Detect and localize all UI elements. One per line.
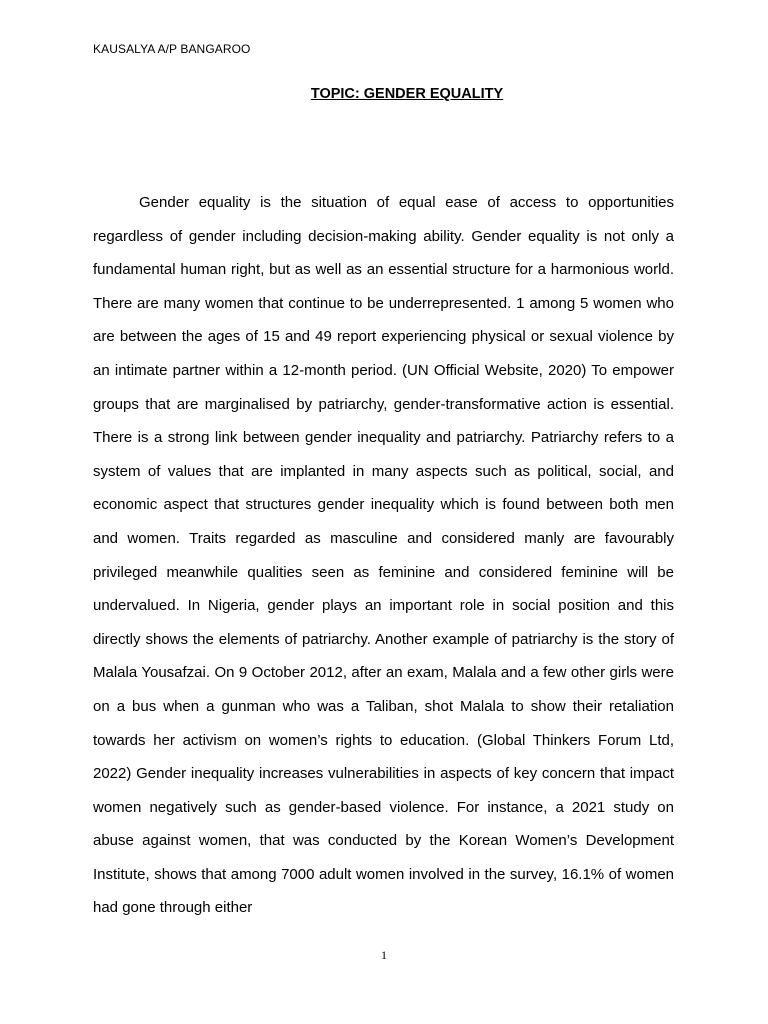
body-paragraph: Gender equality is the situation of equal ease of access to opportunities regardless of gender including decision-making ability. Gender equality is not only a fundamental human right, but as well as an essential structure for a harmonious world. There are many women that continue to be underrepresented. 1 among 5 women who are between the ages of 15 and 49 report experiencing physical or sexual violence by an intimate partner within a 12-month period. (UN Official Website, 2020) To empower groups that are marginalised by patriarchy, gender-transformative action is essential. There is a strong link between gender inequality and patriarchy. Patriarchy refers to a system of values that are implanted in many aspects such as political, social, and economic aspect that structures gender inequality which is found between both men and women. Traits regarded as masculine and considered manly are favourably privileged meanwhile qualities seen as feminine and considered feminine will be undervalued. In Nigeria, gender plays an important role in social position and this directly shows the elements of patriarchy. Another example of patriarchy is the story of Malala Yousafzai. On 9 October 2012, after an exam, Malala and a few other girls were on a bus when a gunman who was a Taliban, shot Malala to show their retaliation towards her activism on women’s rights to education. (Global Thinkers Forum Ltd, 2022) Gender inequality increases vulnerabilities in aspects of key concern that impact women negatively such as gender-based violence. For instance, a 2021 study on abuse against women, that was conducted by the Korean Women’s Development Institute, shows that among 7000 adult women involved in the survey, 16.1% of women had gone through either xyxy=(93,194,674,917)
document-title: TOPIC: GENDER EQUALITY xyxy=(310,86,504,102)
author-header: KAUSALYA A/P BANGAROO xyxy=(93,42,251,56)
page-number: 1 xyxy=(381,948,387,962)
